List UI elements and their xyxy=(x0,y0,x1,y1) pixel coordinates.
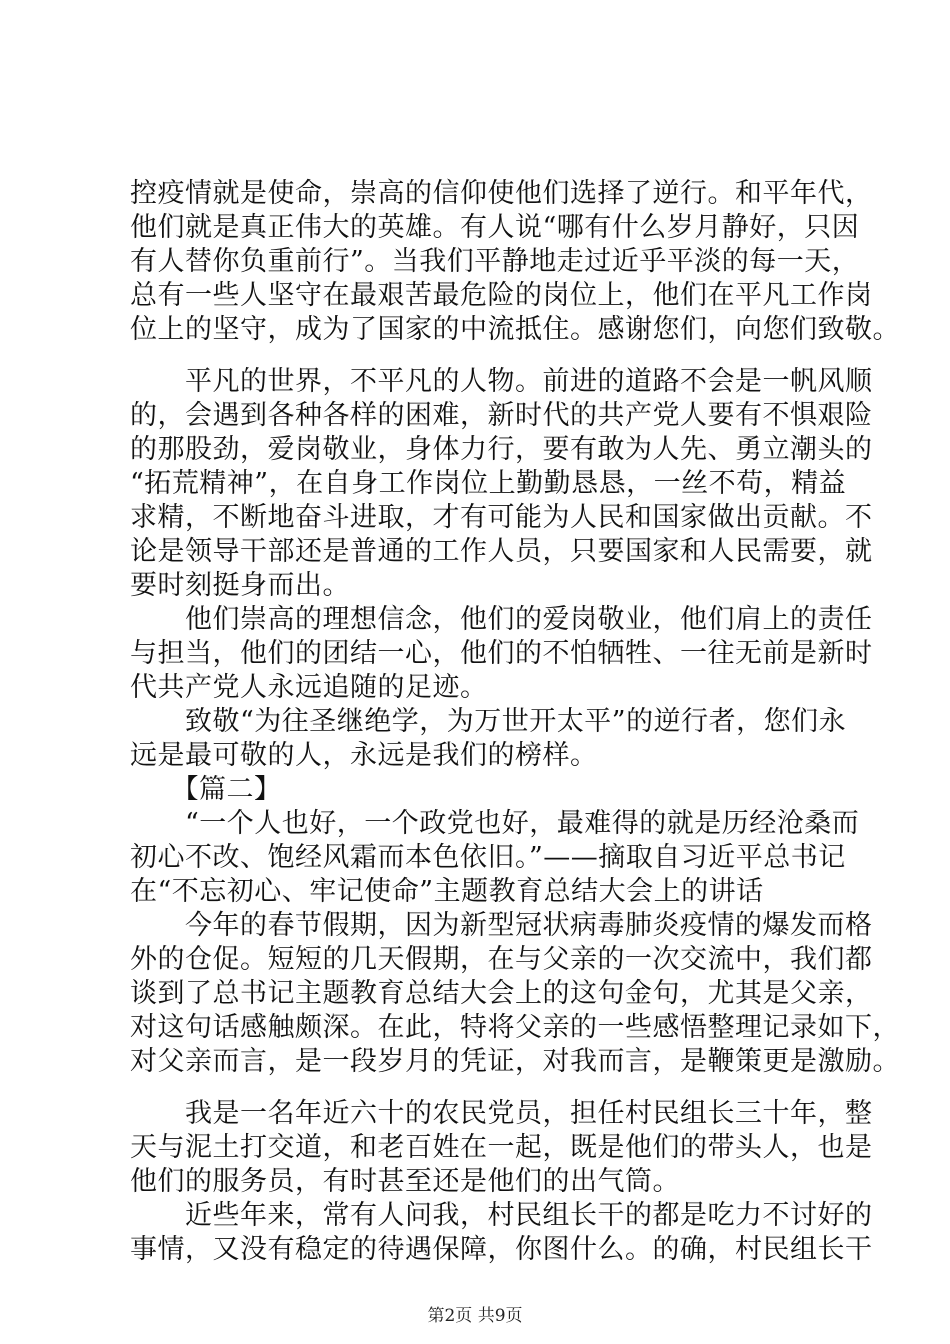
page-footer: 第2页 共9页 xyxy=(427,1306,523,1326)
text-line: 与担当，他们的团结一心，他们的不怕牺牲、一往无前是新时 xyxy=(130,638,873,669)
text-line: 远是最可敬的人，永远是我们的榜样。 xyxy=(130,740,598,771)
text-line: 的那股劲，爱岗敬业，身体力行，要有敢为人先、勇立潮头的 xyxy=(130,434,873,465)
text-line: 天与泥土打交道，和老百姓在一起，既是他们的带头人，也是 xyxy=(130,1132,873,1163)
text-line: 我是一名年近六十的农民党员，担任村民组长三十年，整 xyxy=(130,1098,873,1129)
text-line: 今年的春节假期，因为新型冠状病毒肺炎疫情的爆发而格 xyxy=(130,910,873,941)
text-line: 总有一些人坚守在最艰苦最危险的岗位上，他们在平凡工作岗 xyxy=(130,280,873,311)
text-line: 位上的坚守，成为了国家的中流抵住。感谢您们，向您们致敬。 xyxy=(130,314,900,345)
text-line: 在“不忘初心、牢记使命”主题教育总结大会上的讲话 xyxy=(130,876,764,907)
text-line: 要时刻挺身而出。 xyxy=(130,570,350,601)
text-line: 论是领导干部还是普通的工作人员，只要国家和人民需要，就 xyxy=(130,536,873,567)
section-heading: 【篇二】 xyxy=(130,774,282,805)
text-line: 近些年来，常有人问我，村民组长干的都是吃力不讨好的 xyxy=(130,1200,873,1231)
text-line: 求精，不断地奋斗进取，才有可能为人民和国家做出贡献。不 xyxy=(130,502,873,533)
text-line: “一个人也好，一个政党也好，最难得的就是历经沧桑而 xyxy=(130,808,860,839)
text-line: 对父亲而言，是一段岁月的凭证，对我而言，是鞭策更是激励。 xyxy=(130,1046,900,1077)
text-line: 代共产党人永远追随的足迹。 xyxy=(130,672,488,703)
text-line: 致敬“为往圣继绝学，为万世开太平”的逆行者，您们永 xyxy=(130,706,847,737)
text-line: 的，会遇到各种各样的困难，新时代的共产党人要有不惧艰险 xyxy=(130,400,873,431)
text-line: 谈到了总书记主题教育总结大会上的这句金句，尤其是父亲， xyxy=(130,978,873,1009)
text-line: 他们崇高的理想信念，他们的爱岗敬业，他们肩上的责任 xyxy=(130,604,873,635)
text-line: “拓荒精神”，在自身工作岗位上勤勤恳恳，一丝不苟，精益 xyxy=(130,468,847,499)
text-line: 平凡的世界，不平凡的人物。前进的道路不会是一帆风顺 xyxy=(130,366,873,397)
text-line: 他们的服务员，有时甚至还是他们的出气筒。 xyxy=(130,1166,680,1197)
text-line: 初心不改、饱经风霜而本色依旧。”——摘取自习近平总书记 xyxy=(130,842,846,873)
text-line: 外的仓促。短短的几天假期，在与父亲的一次交流中，我们都 xyxy=(130,944,873,975)
text-line: 控疫情就是使命，崇高的信仰使他们选择了逆行。和平年代， xyxy=(130,178,873,209)
text-line: 事情，又没有稳定的待遇保障，你图什么。的确，村民组长干 xyxy=(130,1234,873,1265)
text-line: 他们就是真正伟大的英雄。有人说“哪有什么岁月静好，只因 xyxy=(130,212,860,243)
text-line: 有人替你负重前行”。当我们平静地走过近乎平淡的每一天， xyxy=(130,246,860,277)
text-line: 对这句话感触颇深。在此，特将父亲的一些感悟整理记录如下， xyxy=(130,1012,900,1043)
